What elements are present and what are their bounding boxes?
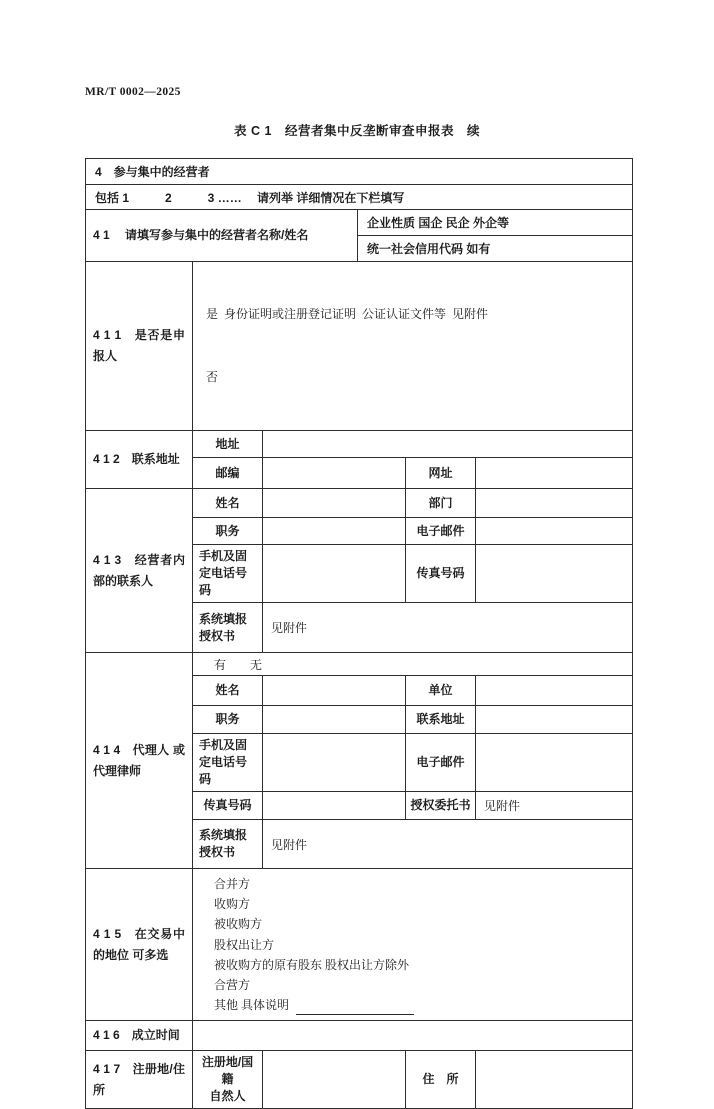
agent-fax-value-cell xyxy=(263,792,406,819)
contact-fax-label: 传真号码 xyxy=(406,545,476,602)
row-415 xyxy=(86,868,632,1020)
establish-date-value-cell xyxy=(193,1021,632,1048)
row-411-option-yes: 是 身份证明或注册登记证明 公证认证文件等 见附件 xyxy=(206,307,489,321)
row-41-label: 4 1 请填写参与集中的经营者名称/姓名 xyxy=(93,228,309,242)
contact-name-value-cell xyxy=(263,489,406,517)
row-411-label-cell xyxy=(86,262,193,430)
agent-auth-label: 系统填报授权书 xyxy=(193,820,263,868)
section-4-header-row xyxy=(86,159,632,184)
zip-value-cell xyxy=(263,458,406,488)
credit-code-cell: 统一社会信用代码 如有 xyxy=(367,242,491,256)
address-label: 地址 xyxy=(193,431,263,457)
row-411-options xyxy=(193,262,488,430)
contact-phone-value-cell xyxy=(263,545,406,602)
row-412 xyxy=(86,430,632,488)
agent-name-label: 姓名 xyxy=(193,676,263,705)
contact-auth-label: 系统填报授权书 xyxy=(193,603,263,652)
option-equity-transferor: 股权出让方 xyxy=(214,937,275,952)
contact-dept-value-cell xyxy=(476,489,632,517)
option-acquired-party: 被收购方 xyxy=(214,917,263,932)
row-411 xyxy=(86,261,632,430)
row-41 xyxy=(86,209,632,261)
option-other xyxy=(214,995,628,1015)
agent-poa-value: 见附件 xyxy=(484,799,521,813)
agent-title-label: 职务 xyxy=(193,706,263,733)
agent-address-label: 联系地址 xyxy=(406,706,476,733)
residence-value-cell xyxy=(476,1051,632,1108)
contact-fax-value-cell xyxy=(476,545,632,602)
enterprise-nature-cell: 企业性质 国企 民企 外企等 xyxy=(367,216,510,230)
agent-name-value-cell xyxy=(263,676,406,705)
agent-phone-label: 手机及固定电话号码 xyxy=(193,734,263,791)
row-414-label-cell xyxy=(86,653,193,868)
row-414 xyxy=(86,652,632,868)
row-416-label: 4 1 6 成立时间 xyxy=(93,1028,180,1043)
include-text: 包括 1 2 3 …… 请列举 详细情况在下栏填写 xyxy=(95,190,405,205)
row-413 xyxy=(86,488,632,652)
agent-org-value-cell xyxy=(476,676,632,705)
residence-label: 住 所 xyxy=(406,1051,476,1108)
contact-title-value-cell xyxy=(263,518,406,544)
row-415-label: 4 1 5 在交易中的地位 可多选 xyxy=(93,926,185,962)
row-417-label: 4 1 7 注册地/住所 xyxy=(93,1061,185,1097)
agent-fax-label: 传真号码 xyxy=(193,792,263,819)
row-412-label: 4 1 2 联系地址 xyxy=(93,452,180,466)
row-414-label: 4 1 4 代理人 或代理律师 xyxy=(93,742,185,778)
row-413-label-cell xyxy=(86,489,193,652)
website-label: 网址 xyxy=(406,458,476,488)
row-41-label-cell xyxy=(86,210,358,261)
row-412-label-cell xyxy=(86,431,193,488)
agent-org-label: 单位 xyxy=(406,676,476,705)
row-416-label-cell xyxy=(86,1021,193,1050)
include-row xyxy=(86,184,632,209)
registration-label xyxy=(193,1051,263,1108)
row-415-label-cell xyxy=(86,869,193,1020)
row-413-label: 4 1 3 经营者内部的联系人 xyxy=(93,552,185,588)
row-416 xyxy=(86,1020,632,1050)
website-value-cell xyxy=(476,458,632,488)
application-form-table xyxy=(85,158,633,1109)
row-417-label-cell xyxy=(86,1051,193,1108)
row-417 xyxy=(86,1050,632,1108)
option-merging-party: 合并方 xyxy=(214,877,251,891)
contact-dept-label: 部门 xyxy=(406,489,476,517)
zip-label: 邮编 xyxy=(193,458,263,488)
address-value-cell xyxy=(263,431,632,457)
registration-label-line2: 自然人 xyxy=(209,1089,246,1104)
contact-email-value-cell xyxy=(476,518,632,544)
other-blank-line xyxy=(296,1001,414,1015)
table-title: 表 C 1 经营者集中反垄断审查申报表 续 xyxy=(234,124,480,138)
option-acquirer: 收购方 xyxy=(214,897,251,912)
position-options xyxy=(193,869,632,1020)
contact-title-label: 职务 xyxy=(193,518,263,544)
row-411-label: 4 1 1 是否是申报人 xyxy=(93,328,185,363)
agent-phone-value-cell xyxy=(263,734,406,791)
option-original-shareholder: 被收购方的原有股东 股权出让方除外 xyxy=(214,957,410,972)
contact-email-label: 电子邮件 xyxy=(406,518,476,544)
agent-address-value-cell xyxy=(476,706,632,733)
agent-email-value-cell xyxy=(476,734,632,791)
contact-auth-value: 见附件 xyxy=(271,621,308,635)
agent-auth-value: 见附件 xyxy=(271,837,308,852)
agent-title-value-cell xyxy=(263,706,406,733)
contact-name-label: 姓名 xyxy=(193,489,263,517)
registration-value-cell xyxy=(263,1051,406,1108)
agent-yes-no: 有 无 xyxy=(214,657,263,672)
section-4-heading: 4 参与集中的经营者 xyxy=(95,165,210,179)
registration-label-line1: 注册地/国籍 xyxy=(201,1055,254,1087)
contact-phone-label: 手机及固定电话号码 xyxy=(193,545,263,602)
agent-email-label: 电子邮件 xyxy=(406,734,476,791)
option-jv-party: 合营方 xyxy=(214,978,251,993)
standard-number: MR/T 0002—2025 xyxy=(85,86,181,98)
agent-poa-label: 授权委托书 xyxy=(406,792,476,819)
option-other-label: 其他 具体说明 xyxy=(214,998,290,1013)
row-411-option-no: 否 xyxy=(206,370,219,384)
